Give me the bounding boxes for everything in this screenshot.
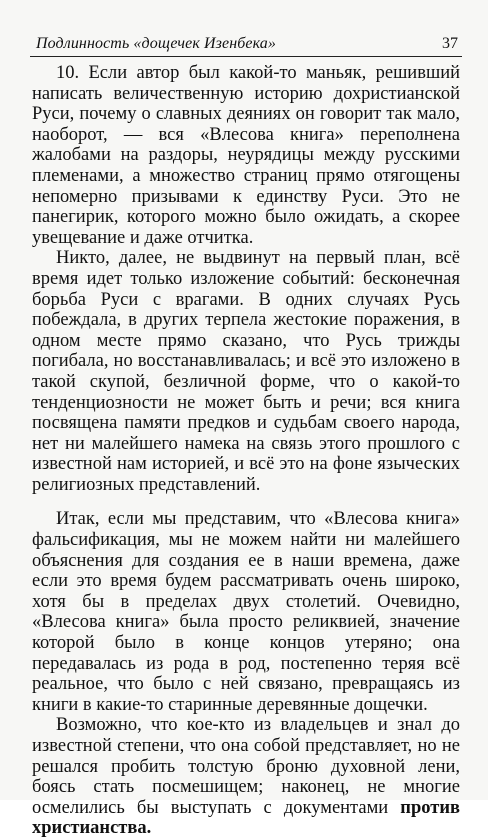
paragraph-1: 10. Если автор был какой-то маньяк, решивший написать величественную историю дохристианской Руси, почему о славных деяниях он говорит так мало, наоборот, — вся «Влесова книга» переполнена жалобами на раздоры, неурядицы между русскими племенами, а множество страниц прямо отягощены непомерно призывами к единству Руси. Это не панегирик, которого можно было ожидать, а скорее увещевание и даже отчитка. xyxy=(32,63,460,248)
section-gap xyxy=(32,495,460,509)
page-body xyxy=(32,63,460,839)
running-header xyxy=(30,32,462,56)
paragraph-4-text: Возможно, что кое-кто из владельцев и знал до известной степени, что она собой представляет, но не решался пробить толстую броню духовной лени, боясь стать посмешищем; наконец, не многие осмелились бы выступать с документами xyxy=(32,715,460,818)
paragraph-4 xyxy=(32,715,460,839)
running-header-title: Подлинность «дощечек Изенбека» xyxy=(36,35,276,52)
paragraph-4-bold-text: против христианства. xyxy=(32,797,460,839)
paragraph-2: Никто, далее, не выдвинут на первый план, всё время идет только изложение событий: бесконечная борьба Руси с врагами. В одних случаях Русь побеждала, в других терпела жестокие поражения, в одном месте прямо сказано, что Русь трижды погибала, но восстанавливалась; и всё это изложено в такой скупой, безличной форме, что о какой-то тенденциозности не может быть и речи; вся книга посвящена памяти предков и судьбам своего народа, нет ни малейшего намека на связь этого прошлого с известной нам историей, и всё это на фоне языческих религиозных представлений. xyxy=(32,248,460,495)
page-number: 37 xyxy=(442,35,458,52)
header-rule xyxy=(30,56,462,57)
paragraph-3: Итак, если мы представим, что «Влесова книга» фальсификация, мы не можем найти ни малейшего объяснения для создания ее в наши времена, даже если это время будем рассматривать очень широко, хотя бы в пределах двух столетий. Очевидно, «Влесова книга» была просто реликвией, значение которой было в конце концов утеряно; она передавалась из рода в род, постепенно теряя всё реальное, что было с ней связано, превращаясь из книги в какие-то старинные деревянные дощечки. xyxy=(32,509,460,715)
